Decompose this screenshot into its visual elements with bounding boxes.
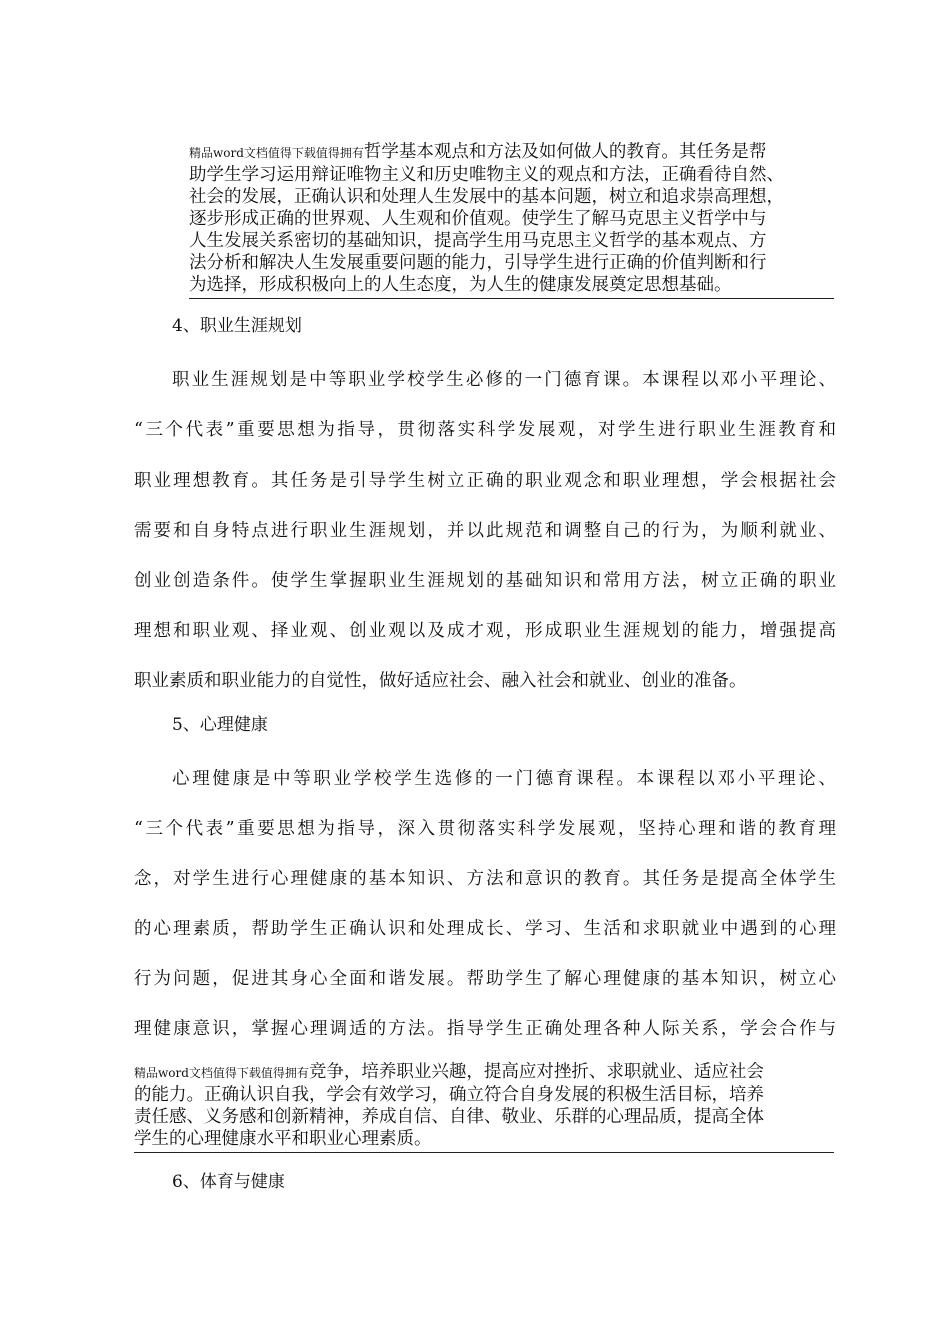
text-line: 为选择，形成积极向上的人生态度，为人生的健康发展奠定思想基础。 bbox=[189, 275, 732, 295]
text-line: 精品word文档值得下载值得拥有哲学基本观点和方法及如何做人的教育。其任务是帮 bbox=[189, 142, 767, 162]
text-line: 行为问题，促进其身心全面和谐发展。帮助学生了解心理健康的基本知识，树立心 bbox=[134, 969, 836, 989]
text-line: 人生发展关系密切的基础知识，提高学生用马克思主义哲学的基本观点、方 bbox=[189, 231, 767, 251]
text-line: 的心理素质，帮助学生正确认识和处理成长、学习、生活和求职就业中遇到的心理 bbox=[134, 919, 836, 939]
text-line: 需要和自身特点进行职业生涯规划，并以此规范和调整自己的行为，为顺利就业、 bbox=[134, 521, 836, 541]
watermark-prefix: 精品word文档值得下载值得拥有 bbox=[189, 146, 364, 160]
text-line: 逐步形成正确的世界观、人生观和价值观。使学生了解马克思主义哲学中与 bbox=[189, 209, 767, 229]
text-line: 精品word文档值得下载值得拥有竞争，培养职业兴趣，提高应对挫折、求职就业、适应社会 bbox=[134, 1062, 764, 1082]
text-line: 职业素质和职业能力的自觉性，做好适应社会、融入社会和就业、创业的准备。 bbox=[134, 671, 747, 691]
text-line: “三个代表”重要思想为指导，深入贯彻落实科学发展观，坚持心理和谐的教育理 bbox=[134, 819, 836, 839]
text-line: 心理健康是中等职业学校学生选修的一门德育课程。本课程以邓小平理论、 bbox=[172, 769, 836, 789]
text-line: 社会的发展，正确认识和处理人生发展中的基本问题，树立和追求崇高理想， bbox=[189, 187, 784, 207]
text-line: 法分析和解决人生发展重要问题的能力，引导学生进行正确的价值判断和行 bbox=[189, 253, 767, 273]
text-line: 助学生学习运用辩证唯物主义和历史唯物主义的观点和方法，正确看待自然、 bbox=[189, 165, 784, 185]
watermark-prefix: 精品word文档值得下载值得拥有 bbox=[134, 1066, 309, 1080]
text-line: 的能力。正确认识自我，学会有效学习，确立符合自身发展的积极生活目标，培养 bbox=[134, 1085, 764, 1105]
text-line: “三个代表”重要思想为指导，贯彻落实科学发展观，对学生进行职业生涯教育和 bbox=[134, 420, 836, 440]
text-line: 念，对学生进行心理健康的基本知识、方法和意识的教育。其任务是提高全体学生 bbox=[134, 869, 836, 889]
text-line: 理健康意识，掌握心理调适的方法。指导学生正确处理各种人际关系，学会合作与 bbox=[134, 1019, 836, 1039]
text-line: 创业创造条件。使学生掌握职业生涯规划的基础知识和常用方法，树立正确的职业 bbox=[134, 571, 836, 591]
text-line: 职业理想教育。其任务是引导学生树立正确的职业观念和职业理想，学会根据社会 bbox=[134, 471, 836, 491]
section-heading: 5、心理健康 bbox=[172, 715, 268, 735]
text-line: 责任感、义务感和创新精神，养成自信、自律、敬业、乐群的心理品质，提高全体 bbox=[134, 1107, 764, 1127]
text-line: 学生的心理健康水平和职业心理素质。 bbox=[134, 1129, 432, 1149]
section-heading: 4、职业生涯规划 bbox=[172, 316, 302, 336]
text-line: 理想和职业观、择业观、创业观以及成才观，形成职业生涯规划的能力，增强提高 bbox=[134, 621, 836, 641]
section-heading: 6、体育与健康 bbox=[172, 1172, 285, 1192]
page-header-block bbox=[134, 1061, 834, 1153]
page-header-block bbox=[189, 141, 834, 299]
text-line: 职业生涯规划是中等职业学校学生必修的一门德育课。本课程以邓小平理论、 bbox=[172, 370, 836, 390]
